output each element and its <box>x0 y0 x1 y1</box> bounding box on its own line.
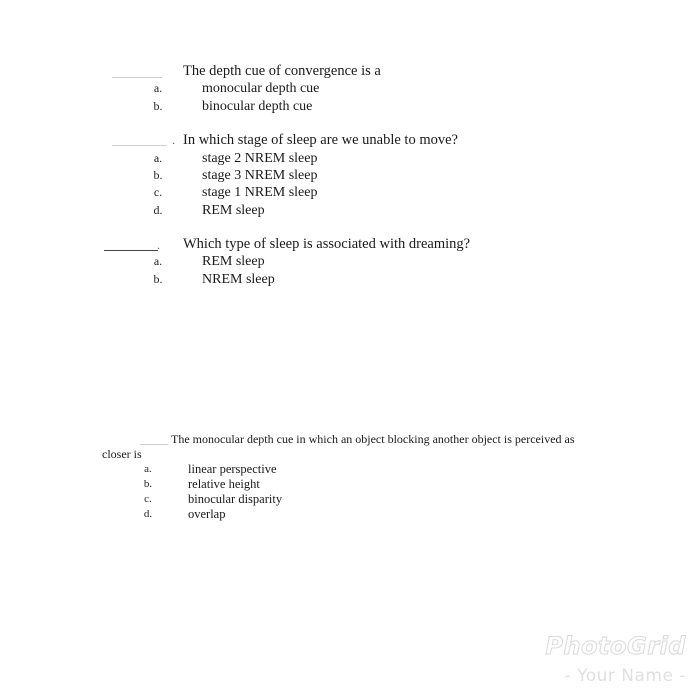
option-text: monocular depth cue <box>202 81 320 96</box>
option-letter: b. <box>153 168 163 182</box>
option-text: relative height <box>188 477 260 491</box>
option-text: REM sleep <box>202 203 265 218</box>
option-letter: d. <box>153 203 163 217</box>
option-text: stage 3 NREM sleep <box>202 168 318 183</box>
option-text: stage 2 NREM sleep <box>202 151 318 166</box>
option-letter: b. <box>153 272 163 286</box>
option-text: NREM sleep <box>202 272 275 287</box>
option-letter: a. <box>153 151 163 165</box>
answer-blank[interactable] <box>112 77 162 78</box>
watermark-brand: PhotoGrid <box>545 632 686 660</box>
watermark-name: - Your Name - <box>564 666 686 686</box>
option-text: linear perspective <box>188 462 277 476</box>
option-letter: c. <box>153 185 163 199</box>
option-letter: a. <box>144 463 152 475</box>
option-text: binocular disparity <box>188 492 283 506</box>
blank-mark: . <box>172 133 175 147</box>
option-text: stage 1 NREM sleep <box>202 185 318 200</box>
option-letter: b. <box>153 99 163 113</box>
option-letter: a. <box>153 81 163 95</box>
answer-blank[interactable] <box>104 250 158 251</box>
question-stem-continued: closer is <box>102 447 142 461</box>
question-stem: In which stage of sleep are we unable to move? <box>183 132 458 148</box>
answer-blank[interactable] <box>112 145 167 146</box>
question-stem: The monocular depth cue in which an object blocking another object is perceived as <box>171 432 575 446</box>
answer-blank[interactable] <box>140 444 168 445</box>
option-text: binocular depth cue <box>202 99 313 114</box>
question-stem: The depth cue of convergence is a <box>183 63 381 79</box>
option-letter: b. <box>143 478 153 490</box>
option-text: REM sleep <box>202 254 265 269</box>
question-stem: Which type of sleep is associated with dreaming? <box>183 236 471 252</box>
option-letter: a. <box>153 254 163 268</box>
blank-mark: . <box>157 238 160 252</box>
option-letter: d. <box>143 508 153 520</box>
option-letter: c. <box>144 493 152 505</box>
option-text: overlap <box>188 507 226 521</box>
